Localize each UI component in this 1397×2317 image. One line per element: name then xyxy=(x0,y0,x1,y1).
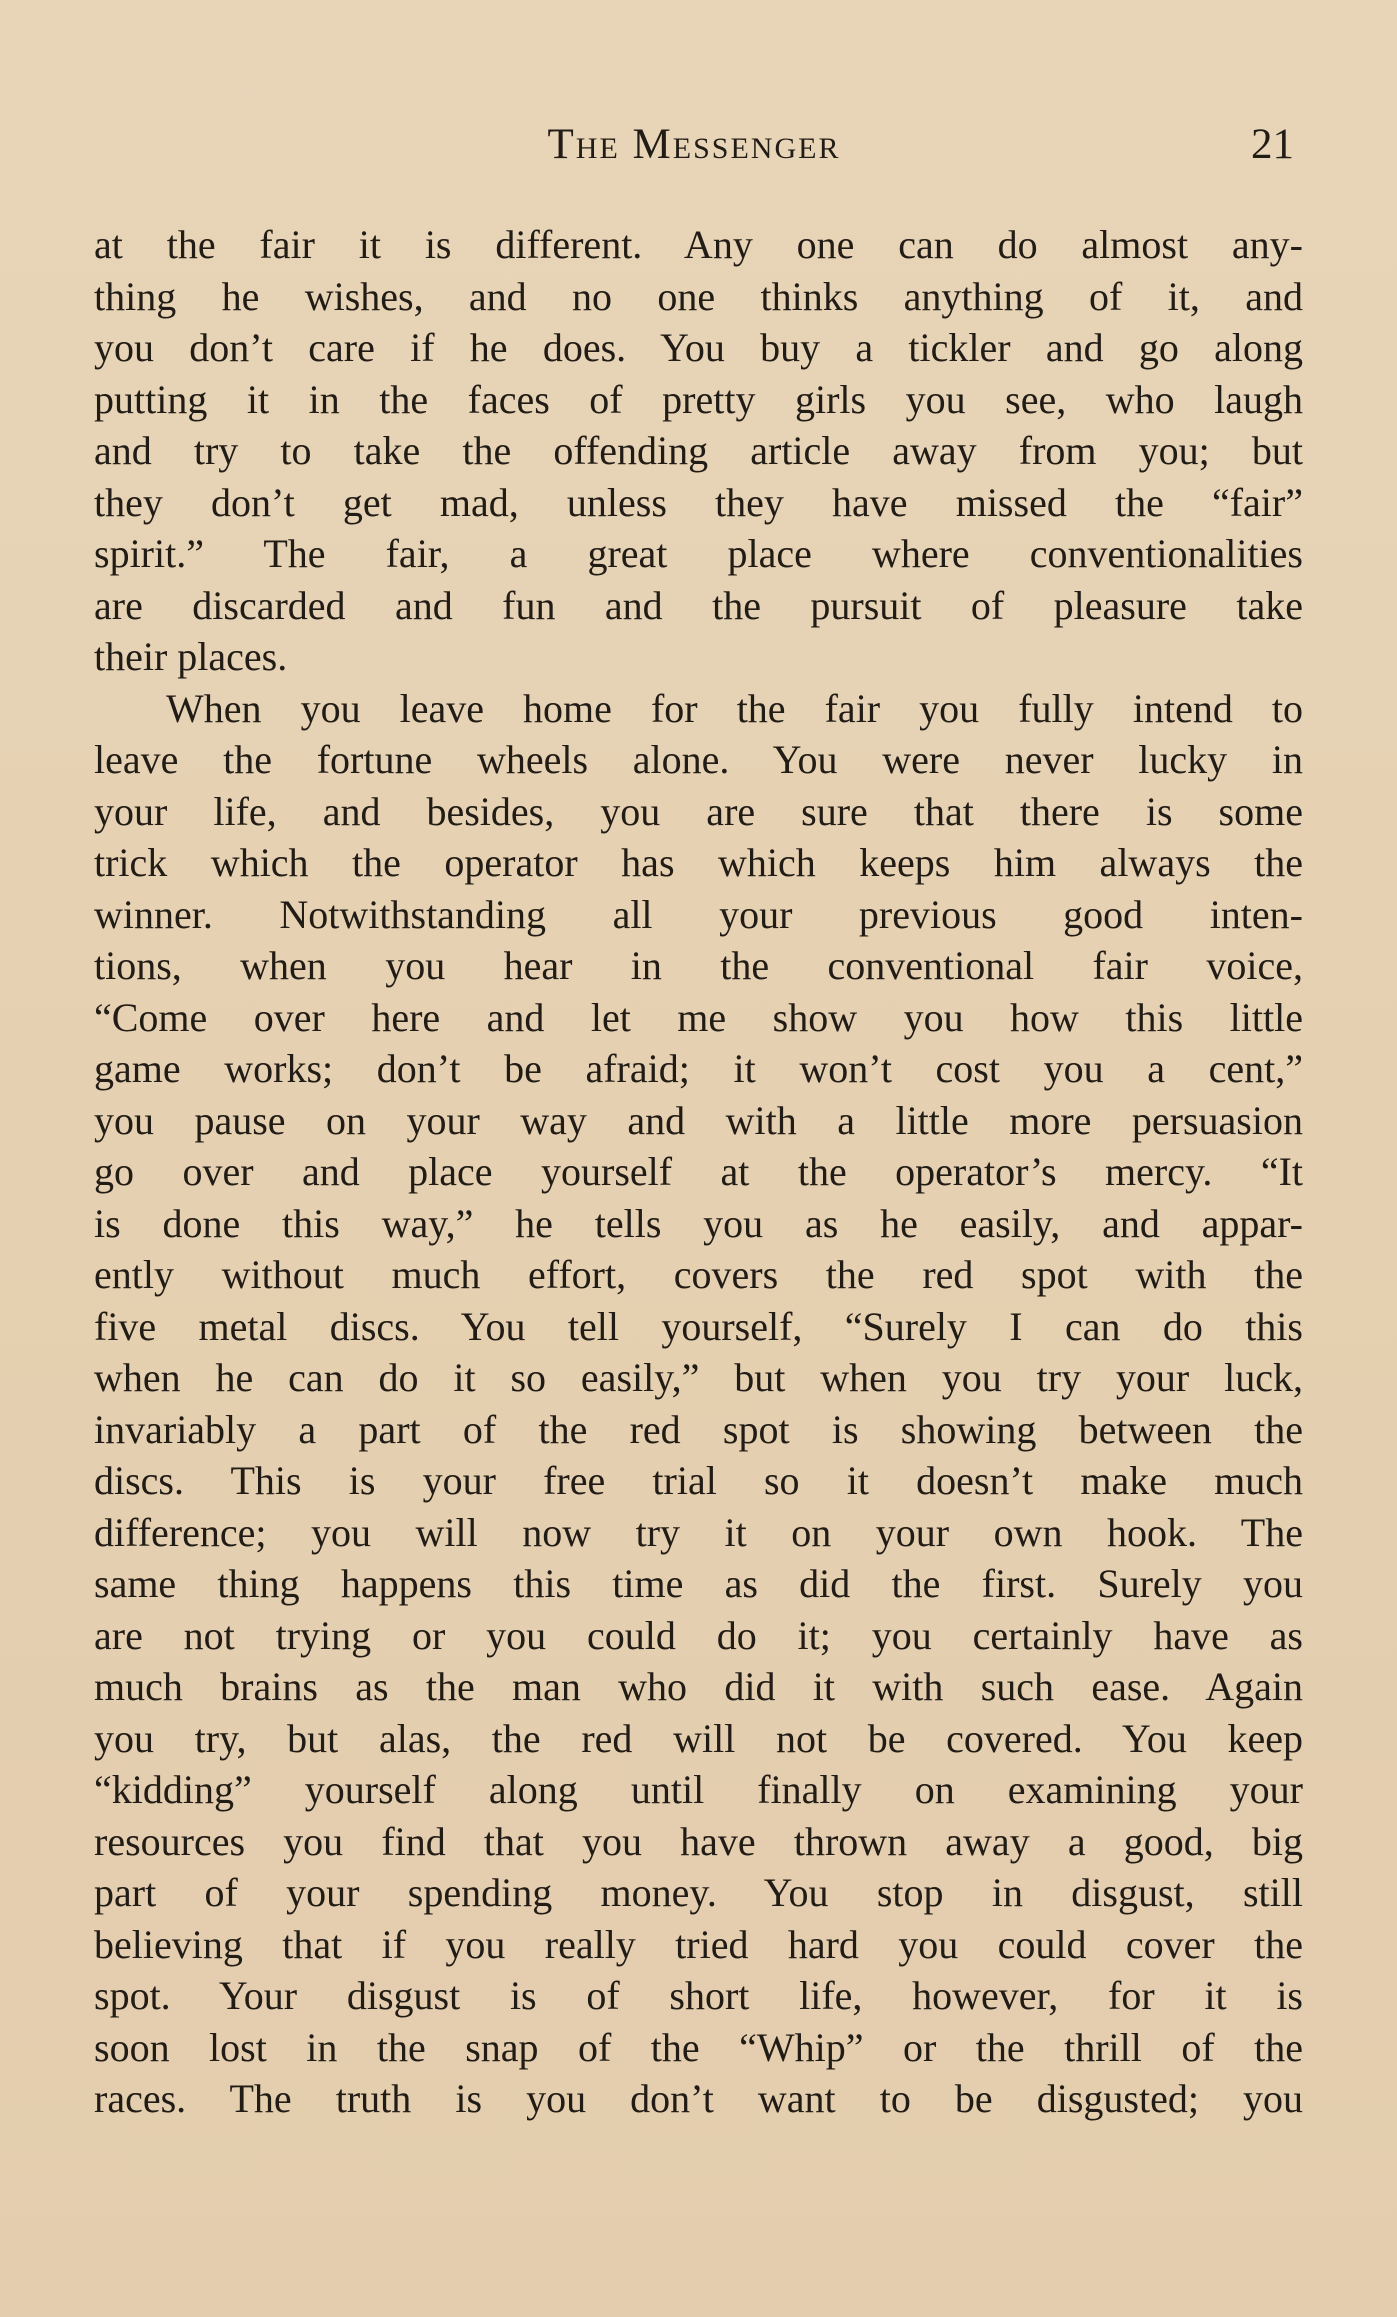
text-line: believing that if you really tried hard you could cover the xyxy=(94,1921,1303,1967)
paragraph-2 xyxy=(94,683,1303,2125)
text-line: leave the fortune wheels alone. You were never lucky in xyxy=(94,737,1303,782)
text-line: much brains as the man who did it with such ease. Again xyxy=(94,1664,1303,1709)
text-line: you pause on your way and with a little more persuasion xyxy=(94,1097,1303,1143)
text-line: putting it in the faces of pretty girls you see, who laugh xyxy=(94,376,1303,422)
text-line: when he can do it so easily,” but when you try your luck, xyxy=(94,1355,1303,1400)
text-line: game works; don’t be afraid; it won’t cost you a cent,” xyxy=(94,1046,1303,1091)
text-line: is done this way,” he tells you as he easily, and appar- xyxy=(94,1200,1303,1246)
text-line: five metal discs. You tell yourself, “Surely I can do this xyxy=(94,1303,1303,1349)
text-line: When you leave home for the fair you fully intend to xyxy=(166,685,1303,731)
text-line: resources you find that you have thrown away a good, big xyxy=(94,1818,1303,1864)
text-line: ently without much effort, covers the red spot with the xyxy=(94,1252,1303,1297)
text-line: are not trying or you could do it; you certainly have as xyxy=(94,1612,1303,1658)
text-line: races. The truth is you don’t want to be disgusted; you xyxy=(94,2076,1303,2121)
running-title: The Messenger xyxy=(547,121,841,168)
text-line: discs. This is your free trial so it doesn’t make much xyxy=(94,1458,1303,1503)
text-line: they don’t get mad, unless they have missed the “fair” xyxy=(94,479,1303,525)
text-line: at the fair it is different. Any one can do almost any- xyxy=(94,222,1303,267)
text-line: same thing happens this time as did the first. Surely you xyxy=(94,1561,1303,1606)
text-line: spirit.” The fair, a great place where conventionalities xyxy=(94,531,1303,576)
text-line: spot. Your disgust is of short life, however, for it is xyxy=(94,1973,1303,2018)
text-line: their places. xyxy=(94,634,288,679)
page-number: 21 xyxy=(1251,121,1294,168)
text-line: difference; you will now try it on your own hook. The xyxy=(94,1509,1303,1555)
text-line: trick which the operator has which keeps him always the xyxy=(94,840,1303,885)
text-line: winner. Notwithstanding all your previous good inten- xyxy=(94,891,1303,937)
text-line: “kidding” yourself along until finally on examining your xyxy=(94,1767,1303,1812)
text-line: part of your spending money. You stop in disgust, still xyxy=(94,1870,1303,1915)
text-line: are discarded and fun and the pursuit of pleasure take xyxy=(94,582,1303,628)
text-line: “Come over here and let me show you how this little xyxy=(94,994,1303,1040)
text-line: go over and place yourself at the operator’s mercy. “It xyxy=(94,1149,1303,1194)
body-text xyxy=(94,219,1303,2125)
paragraph-1 xyxy=(94,219,1303,683)
page-header xyxy=(94,120,1294,180)
text-line: tions, when you hear in the conventional fair voice, xyxy=(94,943,1303,988)
text-line: invariably a part of the red spot is showing between the xyxy=(94,1406,1303,1452)
text-line: you don’t care if he does. You buy a tickler and go along xyxy=(94,325,1303,370)
text-line: soon lost in the snap of the “Whip” or the thrill of the xyxy=(94,2024,1303,2070)
text-line: and try to take the offending article away from you; but xyxy=(94,428,1303,473)
text-line: you try, but alas, the red will not be covered. You keep xyxy=(94,1715,1303,1761)
text-line: thing he wishes, and no one thinks anything of it, and xyxy=(94,273,1303,319)
text-line: your life, and besides, you are sure that there is some xyxy=(94,788,1303,834)
